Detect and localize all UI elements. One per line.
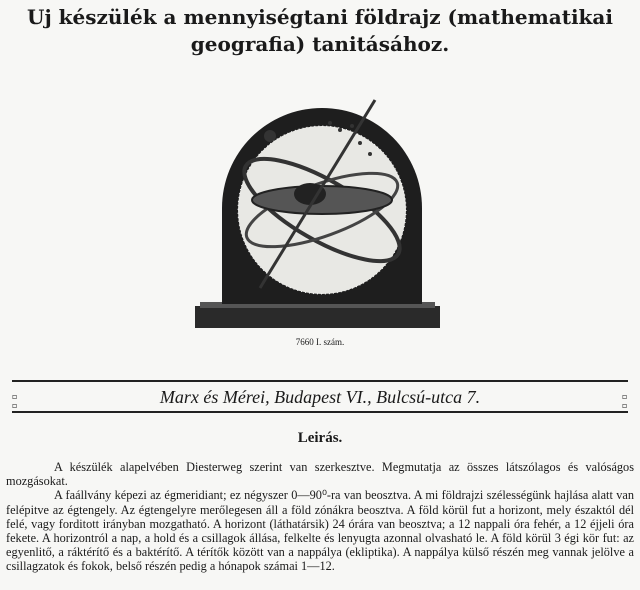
figure-caption: 7660 I. szám. — [295, 337, 345, 347]
ornament-right: ▫ ▫ — [622, 392, 628, 410]
armillary-sphere-illustration — [190, 88, 445, 333]
bottom-rule — [12, 411, 628, 413]
paragraph-1: A készülék alapelvében Diesterweg szerint van szerkesztve. Megmutatja az összes látszólagos és valóságos mozgásokat. — [6, 460, 634, 489]
paragraph-2: A faállvány képezi az égmeridiant; ez négyszer 0—90⁰-ra van beosztva. A mi földrajzi szélességünk hajlása alatt van felépitve az égtengely. Az égtengelyre merőlegesen áll a föld zónákra beosztva. A föld körül fut a horizont, mely északtól dél felé, vagy forditott irányban mozgatható. A horizont (láthatársik) 24 órára van beosztva; a 12 nappali óra fehér, a 12 éjjeli óra fekete. A horizontról a nap, a hold és a csillagok állása, felkelte és lenyugta azonnal olvasható le. A föld körül 3 égi kör fut: az egyenlitő, a ráktérítő és a baktérítő. A térítők között van a nappálya (ekliptika). A nappálya külső részén meg vannak jelölve a csillagzatok és fokok, belső részén pedig a hónapok számai 1—12. — [6, 488, 634, 574]
title-line-2: geografia) tanitásához. — [190, 32, 450, 56]
publisher-imprint: Marx és Mérei, Budapest VI., Bulcsú-utca 7. — [159, 387, 481, 407]
page-title — [0, 4, 640, 58]
section-heading: Leirás. — [297, 430, 343, 446]
title-line-1: Uj készülék a mennyiségtani földrajz (mathematikai — [27, 5, 613, 29]
description-text — [6, 460, 634, 574]
ornament-left: ▫ ▫ — [12, 392, 18, 410]
top-rule — [12, 380, 628, 382]
